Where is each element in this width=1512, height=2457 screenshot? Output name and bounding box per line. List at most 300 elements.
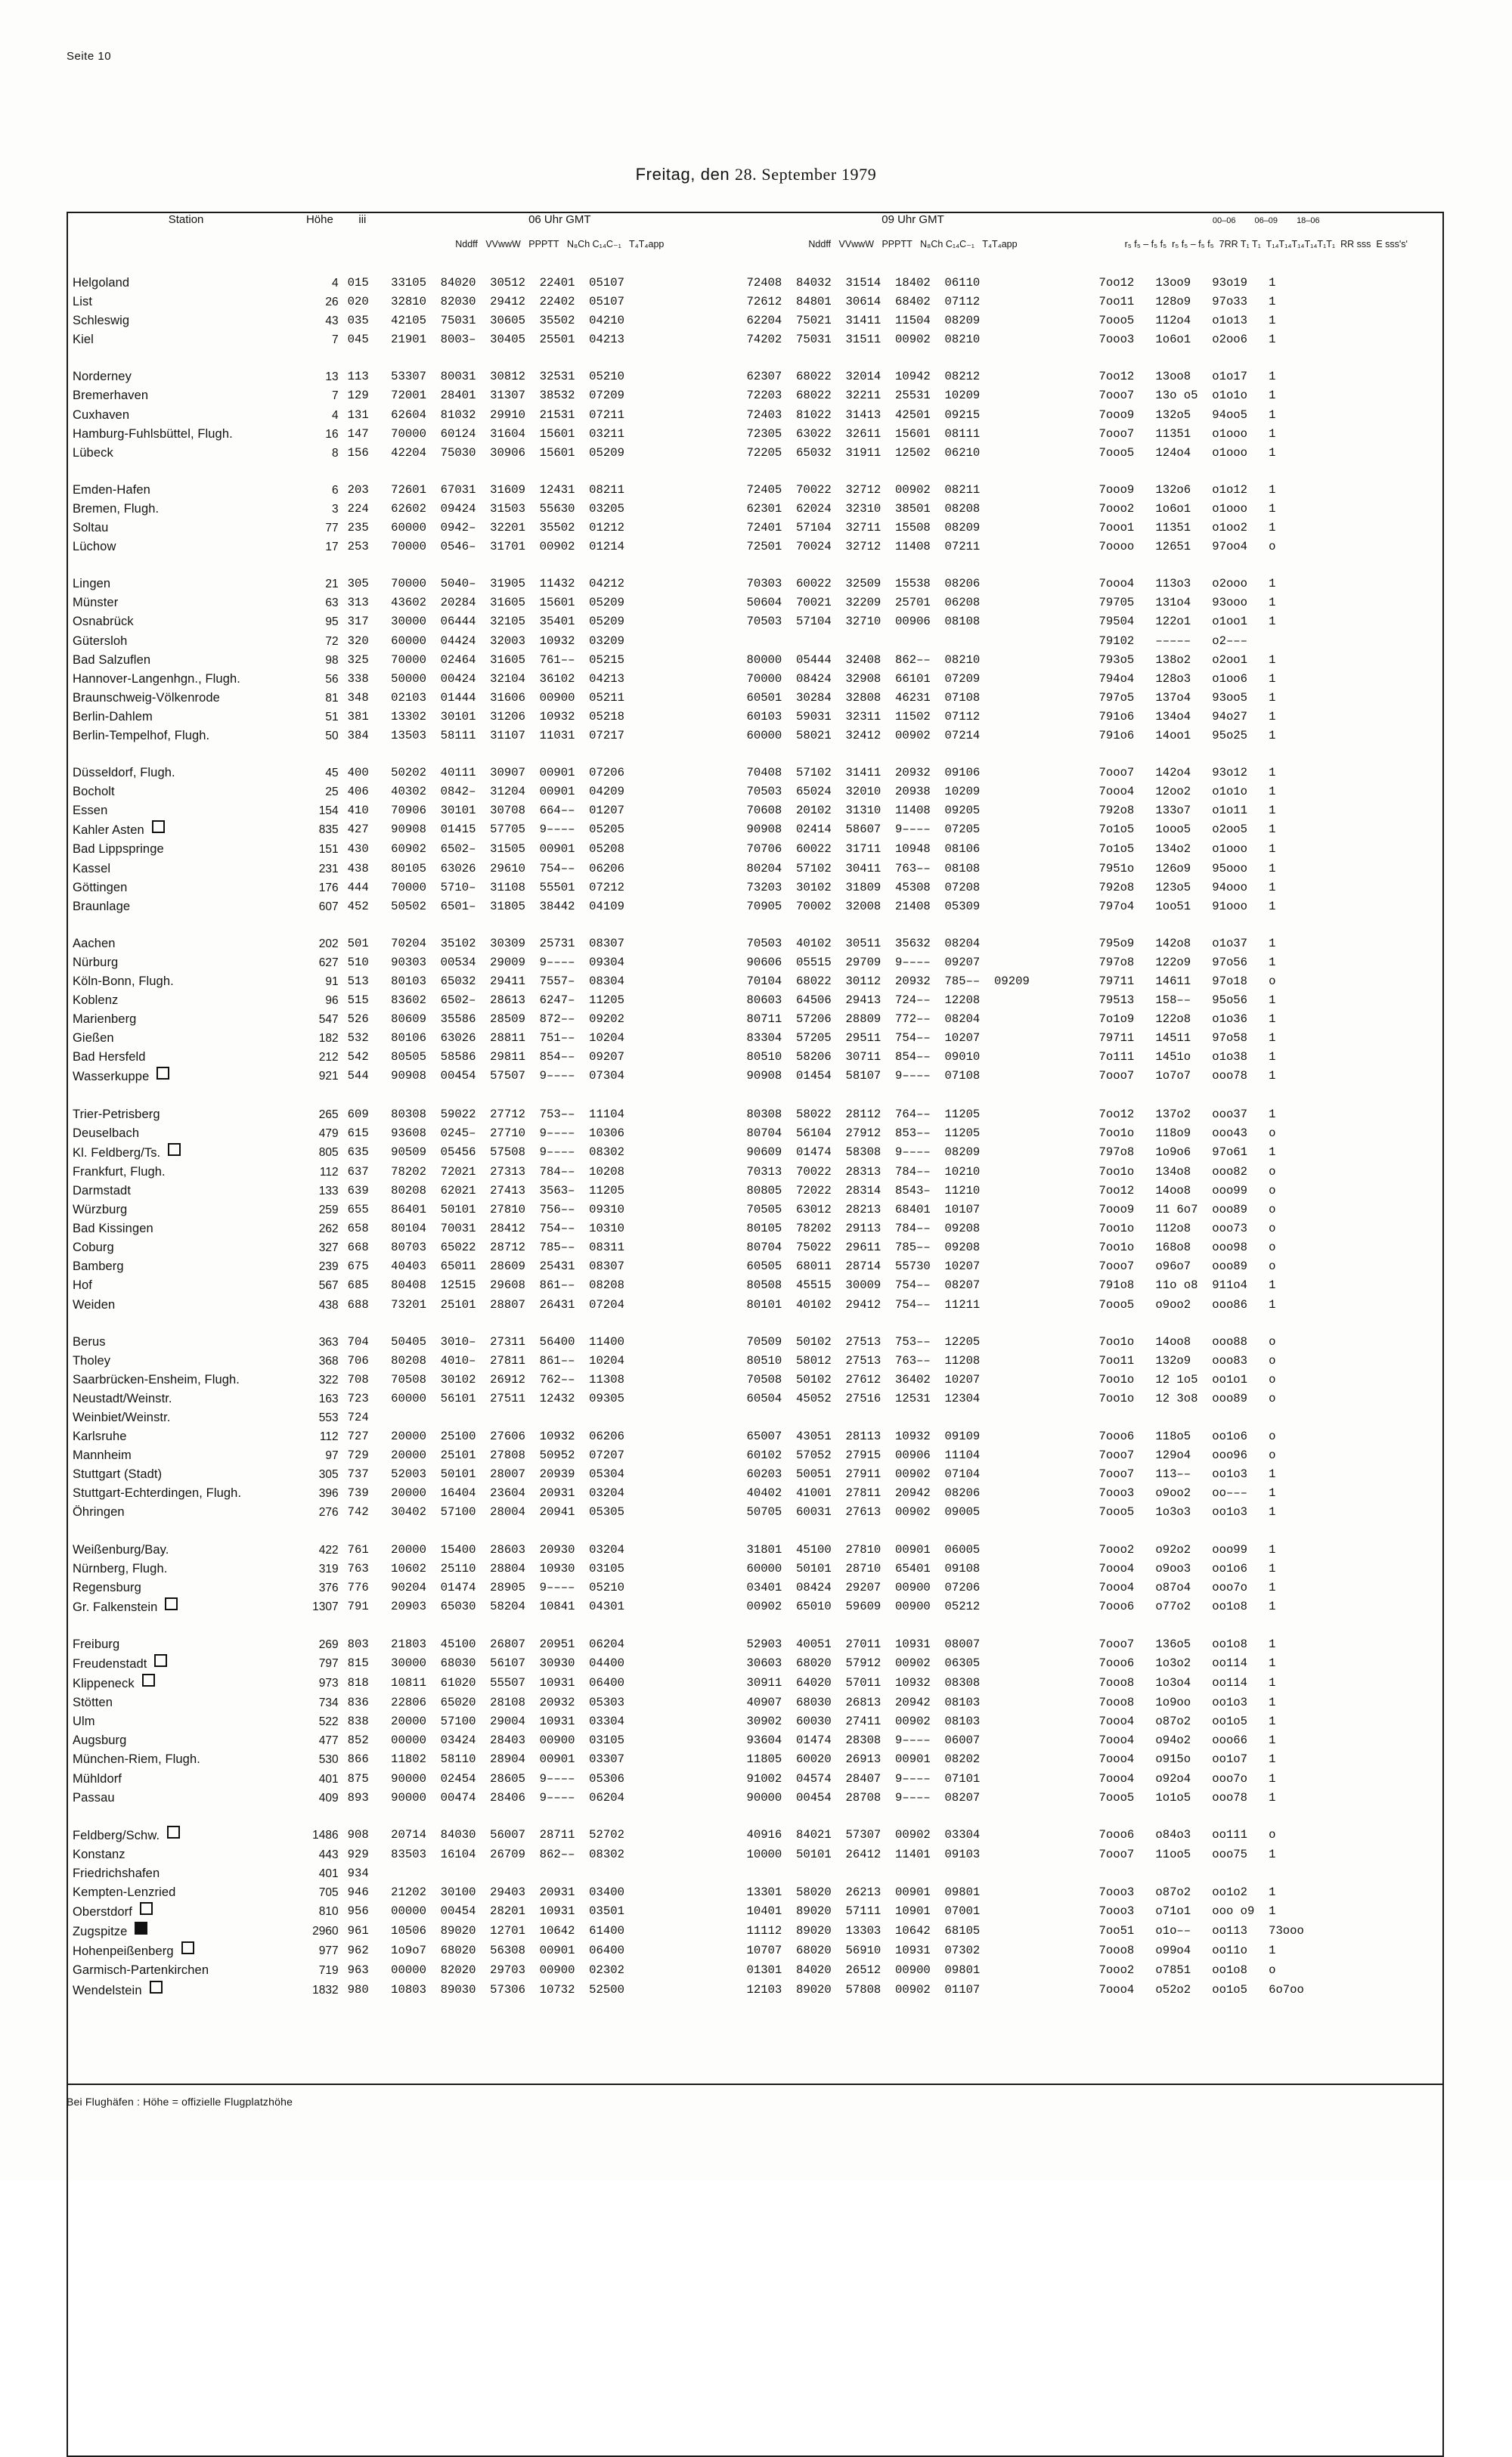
- station-name: Tholey: [73, 1353, 111, 1368]
- observation-summary: 7oo12 13oo8 o1o17 1: [1098, 370, 1276, 384]
- station-name: Neustadt/Weinstr.: [73, 1391, 172, 1405]
- observation-09-utc: 70905 70002 32008 21408 05309: [746, 899, 981, 913]
- observation-06-utc: 50202 40111 30907 00901 07206: [391, 766, 624, 780]
- observation-09-utc: 72203 68022 32211 25531 10209: [746, 389, 981, 403]
- observation-06-utc: 42204 75030 30906 15601 05209: [391, 445, 624, 460]
- station-id-iii: 338: [347, 671, 369, 686]
- observation-summary: 797o4 1oo51 91ooo 1: [1098, 899, 1276, 913]
- station-marker-icon: [152, 820, 165, 833]
- station-name: Lübeck: [73, 445, 113, 460]
- table-row: [67, 481, 1443, 500]
- table-row: [67, 500, 1443, 519]
- station-altitude: 1307: [312, 1600, 339, 1613]
- table-row: [67, 1750, 1443, 1769]
- observation-09-utc: 31801 45100 27810 00901 06005: [746, 1542, 981, 1557]
- title-prefix: Freitag, den: [635, 165, 730, 184]
- observation-06-utc: 50405 3010– 27311 56400 11400: [391, 1334, 624, 1349]
- header-group-09: 09 Uhr GMT: [881, 213, 944, 226]
- observation-09-utc: 11805 60020 26913 00901 08202: [746, 1752, 981, 1767]
- table-spacer-row: [67, 745, 1443, 764]
- station-name: Mühldorf: [73, 1771, 122, 1786]
- table-row: [67, 1654, 1443, 1674]
- observation-06-utc: 80703 65022 28712 785–– 08311: [391, 1241, 624, 1255]
- station-name: Göttingen: [73, 880, 128, 894]
- station-name: Friedrichshafen: [73, 1866, 160, 1880]
- station-altitude: 13: [325, 370, 339, 384]
- station-id-iii: 147: [347, 426, 369, 441]
- station-id-iii: 635: [347, 1145, 369, 1159]
- header-right-top-0: 00–06: [1212, 216, 1236, 225]
- table-row: [67, 330, 1443, 349]
- observation-09-utc: 50604 70021 32209 25701 06208: [746, 596, 981, 610]
- observation-09-utc: 80204 57102 30411 763–– 08108: [746, 861, 981, 875]
- header-right-top-1: 06–09: [1254, 216, 1278, 225]
- header-col-06-3: N₈Ch C₁₄C₋₁: [566, 239, 621, 249]
- observation-summary: 7ooo3 o87o2 oo1o2 1: [1098, 1885, 1276, 1900]
- station-id-iii: 706: [347, 1353, 369, 1368]
- station-name: Koblenz: [73, 993, 119, 1008]
- station-altitude: 443: [318, 1848, 339, 1861]
- station-id-iii: 235: [347, 521, 369, 535]
- station-name: Mannheim: [73, 1448, 132, 1463]
- table-row: [67, 1257, 1443, 1276]
- station-name: Ulm: [73, 1715, 95, 1729]
- station-name: Öhringen: [73, 1505, 125, 1520]
- header-cols-09: [736, 239, 1089, 274]
- observation-summary: 7oo1o 112o8 ooo73 o: [1098, 1222, 1276, 1236]
- station-id-iii: 739: [347, 1486, 369, 1501]
- table-row: [67, 1238, 1443, 1257]
- station-id-iii: 893: [347, 1790, 369, 1805]
- station-altitude: 112: [319, 1165, 339, 1179]
- observation-09-utc: 62307 68022 32014 10942 08212: [746, 370, 981, 384]
- station-altitude: 530: [318, 1753, 339, 1767]
- station-name: Berlin-Tempelhof, Flugh.: [73, 728, 210, 742]
- table-spacer-row: [67, 556, 1443, 575]
- table-empty-row: [67, 2038, 1443, 2057]
- station-name: Essen: [73, 804, 108, 818]
- station-name: Schleswig: [73, 314, 130, 328]
- station-id-iii: 406: [347, 785, 369, 799]
- station-altitude: 322: [318, 1373, 339, 1387]
- observation-06-utc: 10811 61020 55507 10931 06400: [391, 1676, 624, 1690]
- observation-09-utc: 90000 00454 28708 9–––– 08207: [746, 1790, 981, 1805]
- observation-09-utc: 70000 08424 32908 66101 07209: [746, 671, 981, 686]
- header-group-06: 06 Uhr GMT: [528, 213, 591, 226]
- station-id-iii: 763: [347, 1561, 369, 1576]
- station-id-iii: 803: [347, 1637, 369, 1651]
- table-empty-row: [67, 2437, 1443, 2456]
- station-altitude: 977: [318, 1944, 339, 1958]
- observation-summary: 7ooo6 118o5 oo1o6 o: [1098, 1430, 1276, 1444]
- observation-09-utc: 60000 50101 28710 65401 09108: [746, 1561, 981, 1576]
- observation-06-utc: 13503 58111 31107 11031 07217: [391, 728, 624, 742]
- table-row: [67, 1503, 1443, 1522]
- station-altitude: 797: [318, 1657, 339, 1670]
- table-row: [67, 1635, 1443, 1654]
- observation-06-utc: 90303 00534 29009 9–––– 09304: [391, 955, 624, 969]
- table-row: [67, 1712, 1443, 1731]
- observation-06-utc: 60000 04424 32003 10932 03209: [391, 634, 624, 648]
- station-altitude: 319: [318, 1562, 339, 1576]
- table-empty-row: [67, 2114, 1443, 2133]
- observation-summary: 7ooo3 o9oo2 oo––– 1: [1098, 1486, 1276, 1501]
- station-name: Stuttgart (Stadt): [73, 1467, 163, 1482]
- observation-06-utc: 90204 01474 28905 9–––– 05210: [391, 1580, 624, 1594]
- station-altitude: 276: [318, 1506, 339, 1520]
- station-id-iii: 727: [347, 1430, 369, 1444]
- observation-summary: 791o6 14oo1 95o25 1: [1098, 728, 1276, 742]
- table-empty-row: [67, 2341, 1443, 2360]
- station-name: Garmisch-Partenkirchen: [73, 1963, 209, 1978]
- table-row: [67, 575, 1443, 593]
- observation-09-utc: 30603 68020 57912 00902 06305: [746, 1656, 981, 1670]
- station-id-iii: 838: [347, 1715, 369, 1729]
- station-altitude: 262: [318, 1222, 339, 1236]
- station-name: Klippeneck: [67, 1674, 298, 1693]
- observation-09-utc: 80711 57206 28809 772–– 08204: [746, 1012, 981, 1027]
- header-col-right-5: E sss's': [1376, 239, 1408, 249]
- station-altitude: 401: [318, 1772, 339, 1786]
- observation-09-utc: 70508 50102 27612 36402 10207: [746, 1372, 981, 1387]
- observation-summary: 792o8 133o7 o1o11 1: [1098, 804, 1276, 818]
- station-altitude: 63: [325, 596, 339, 610]
- station-altitude: 154: [318, 804, 339, 818]
- table-header-row-1: [67, 212, 1443, 239]
- header-col-06-1: VVwwW: [485, 239, 521, 249]
- table-spacer-row: [67, 1523, 1443, 1541]
- observation-09-utc: 72501 70024 32712 11408 07211: [746, 540, 981, 554]
- station-id-iii: 515: [347, 993, 369, 1008]
- station-name: Augsburg: [73, 1734, 127, 1748]
- observation-09-utc: 80510 58206 30711 854–– 09010: [746, 1050, 981, 1064]
- observation-06-utc: 80505 58586 29811 854–– 09207: [391, 1050, 624, 1064]
- header-col-06-2: PPPTT: [528, 239, 559, 249]
- station-altitude: 1832: [312, 1983, 339, 1997]
- station-name: Berlin-Dahlem: [73, 709, 153, 723]
- table-row: [67, 1446, 1443, 1465]
- observation-09-utc: 72405 70022 32712 00902 08211: [746, 482, 981, 497]
- station-altitude: 627: [318, 956, 339, 969]
- station-id-iii: 542: [347, 1050, 369, 1064]
- station-altitude: 422: [318, 1543, 339, 1557]
- station-id-iii: 637: [347, 1164, 369, 1179]
- station-id-iii: 609: [347, 1107, 369, 1121]
- station-id-iii: 866: [347, 1752, 369, 1767]
- station-altitude: 26: [325, 296, 339, 309]
- station-name: Bocholt: [73, 785, 115, 799]
- observation-06-utc: 90509 05456 57508 9–––– 08302: [391, 1145, 624, 1159]
- table-row: [67, 840, 1443, 859]
- table-row: [67, 801, 1443, 820]
- observation-09-utc: 65007 43051 28113 10932 09109: [746, 1430, 981, 1444]
- observation-09-utc: 90609 01474 58308 9–––– 08209: [746, 1145, 981, 1159]
- station-altitude: 45: [325, 767, 339, 780]
- observation-06-utc: 70508 30102 26912 762–– 11308: [391, 1372, 624, 1387]
- station-altitude: 6: [332, 483, 339, 497]
- station-id-iii: 325: [347, 652, 369, 667]
- station-altitude: 4: [332, 408, 339, 422]
- table-row: [67, 1541, 1443, 1560]
- station-altitude: 305: [318, 1468, 339, 1482]
- station-altitude: 97: [325, 1449, 339, 1463]
- observation-06-utc: 62602 09424 31503 55630 03205: [391, 501, 624, 516]
- table-spacer-row: [67, 349, 1443, 367]
- observation-06-utc: 52003 50101 28007 20939 05304: [391, 1467, 624, 1482]
- station-id-iii: 131: [347, 407, 369, 422]
- observation-summary: 7ooo7 1o7o7 ooo78 1: [1098, 1069, 1276, 1083]
- table-row: [67, 878, 1443, 897]
- observation-06-utc: 42105 75031 30605 35502 04210: [391, 314, 624, 328]
- observation-09-utc: 80101 40102 29412 754–– 11211: [746, 1297, 981, 1312]
- table-spacer-row: [67, 916, 1443, 934]
- station-name: List: [73, 295, 93, 309]
- observation-09-utc: 70505 63012 28213 68401 10107: [746, 1203, 981, 1217]
- observation-09-utc: 00902 65010 59609 00900 05212: [746, 1599, 981, 1613]
- observation-09-utc: 80508 45515 30009 754–– 08207: [746, 1278, 981, 1293]
- station-id-iii: 400: [347, 766, 369, 780]
- station-name: Hohenpeißenberg: [67, 1941, 298, 1961]
- header-col-right-2: 7RR T₁ T₁: [1219, 239, 1261, 249]
- station-altitude: 835: [318, 823, 339, 837]
- observation-summary: 7ooo4 o52o2 oo1o5 6o7oo: [1098, 1982, 1304, 1997]
- station-altitude: 4: [332, 277, 339, 290]
- observation-summary: 7ooo4 o87o2 oo1o5 1: [1098, 1715, 1276, 1729]
- observation-summary: 7ooo9 11 6o7 ooo89 o: [1098, 1203, 1276, 1217]
- observation-06-utc: 60000 56101 27511 12432 09305: [391, 1391, 624, 1405]
- station-name: Saarbrücken-Ensheim, Flugh.: [73, 1372, 240, 1387]
- observation-09-utc: 70313 70022 28313 784–– 10210: [746, 1164, 981, 1179]
- observation-09-utc: 90908 02414 58607 9–––– 07205: [746, 823, 981, 837]
- station-name: Gr. Falkenstein: [67, 1597, 298, 1617]
- station-id-iii: 675: [347, 1259, 369, 1274]
- observation-06-utc: 10506 89020 12701 10642 61400: [391, 1924, 624, 1938]
- table-row: [67, 897, 1443, 916]
- observation-09-utc: 60000 58021 32412 00902 07214: [746, 728, 981, 742]
- station-altitude: 43: [325, 314, 339, 328]
- table-row: [67, 1163, 1443, 1182]
- station-name: Cuxhaven: [73, 407, 130, 422]
- table-row: [67, 1048, 1443, 1067]
- station-name: Bamberg: [73, 1259, 124, 1274]
- observation-09-utc: 80704 56104 27912 853–– 11205: [746, 1126, 981, 1140]
- station-marker-icon: [140, 1902, 153, 1915]
- table-empty-row: [67, 2209, 1443, 2228]
- station-altitude: 202: [318, 937, 339, 950]
- observation-summary: 7ooo9 132o5 94oo5 1: [1098, 407, 1276, 422]
- observation-summary: 792o8 123o5 94ooo 1: [1098, 880, 1276, 894]
- table-empty-row: [67, 2266, 1443, 2285]
- station-marker-icon: [135, 1922, 147, 1935]
- observation-summary: [1090, 1864, 1444, 1883]
- observation-09-utc: 70706 60022 31711 10948 08106: [746, 842, 981, 857]
- observation-summary: 7ooo4 o9oo3 oo1o6 1: [1098, 1561, 1276, 1576]
- station-id-iii: 305: [347, 577, 369, 591]
- observation-09-utc: 90908 01454 58107 9–––– 07108: [746, 1069, 981, 1083]
- observation-09-utc: 70303 60022 32509 15538 08206: [746, 577, 981, 591]
- station-altitude: 21: [325, 578, 339, 591]
- table-row: [67, 953, 1443, 972]
- observation-summary: 7oo51 o1o–– oo113 73ooo: [1098, 1924, 1304, 1938]
- observation-09-utc: 70608 20102 31310 11408 09205: [746, 804, 981, 818]
- station-name: Gütersloh: [73, 634, 128, 648]
- observation-summary: 7ooo7 11oo5 ooo75 1: [1098, 1847, 1276, 1861]
- station-name: Coburg: [73, 1241, 114, 1255]
- station-id-iii: 430: [347, 842, 369, 857]
- table-row: [67, 1371, 1443, 1390]
- observation-summary: 7ooo8 1o3o4 oo114 1: [1098, 1676, 1276, 1690]
- observation-summary: 7oo11 132o9 ooo83 o: [1098, 1353, 1276, 1368]
- station-name: Würzburg: [73, 1203, 128, 1217]
- station-name: Freiburg: [73, 1637, 120, 1651]
- station-name: Bremen, Flugh.: [73, 501, 160, 516]
- station-id-iii: 035: [347, 314, 369, 328]
- observation-09-utc: 30911 64020 57011 10932 08308: [746, 1676, 981, 1690]
- observation-summary: 7o1o9 122o8 o1o36 1: [1098, 1012, 1276, 1027]
- observation-09-utc: 73203 30102 31809 45308 07208: [746, 880, 981, 894]
- observation-summary: 7oo1o 12 3o8 ooo89 o: [1098, 1391, 1276, 1405]
- table-body: [67, 274, 1443, 2456]
- table-row: [67, 1693, 1443, 1712]
- station-id-iii: 320: [347, 634, 369, 648]
- table-row: [67, 1770, 1443, 1789]
- station-name: München-Riem, Flugh.: [73, 1752, 200, 1767]
- station-id-iii: 688: [347, 1297, 369, 1312]
- station-id-iii: 791: [347, 1599, 369, 1613]
- station-name: Oberstdorf: [67, 1902, 298, 1922]
- data-table: [67, 212, 1444, 2457]
- observation-summary: 791o6 134o4 94o27 1: [1098, 709, 1276, 723]
- observation-summary: 7oo1o 134o8 ooo82 o: [1098, 1164, 1276, 1179]
- station-altitude: 182: [318, 1032, 339, 1046]
- observation-09-utc: 62204 75021 31411 11504 08209: [746, 314, 981, 328]
- station-altitude: 705: [318, 1886, 339, 1900]
- station-altitude: 7: [332, 333, 339, 347]
- table-row: [67, 1941, 1443, 1961]
- station-altitude: 91: [325, 975, 339, 988]
- observation-summary: 7ooo6 o84o3 oo111 o: [1098, 1827, 1276, 1842]
- station-altitude: 239: [318, 1260, 339, 1274]
- observation-09-utc: 10401 89020 57111 10901 07001: [746, 1904, 981, 1919]
- table-row: [67, 1597, 1443, 1617]
- observation-09-utc: 70408 57102 31411 20932 09106: [746, 766, 981, 780]
- station-id-iii: 156: [347, 445, 369, 460]
- station-marker-icon: [181, 1941, 194, 1954]
- table-row: [67, 1826, 1443, 1845]
- station-marker-icon: [156, 1067, 169, 1080]
- station-id-iii: 045: [347, 333, 369, 347]
- observation-06-utc: 80408 12515 29608 861–– 08208: [391, 1278, 624, 1293]
- observation-summary: 7ooo3 o71o1 ooo o9 1: [1098, 1904, 1276, 1919]
- title-date: 28. September 1979: [734, 165, 877, 184]
- table-bottom-rule: [67, 2084, 1444, 2085]
- observation-06-utc: 20714 84030 56007 28711 52702: [391, 1827, 624, 1842]
- station-altitude: 327: [318, 1241, 339, 1255]
- header-col-09-0: Nddff: [808, 239, 832, 249]
- observation-06-utc: 80104 70031 28412 754–– 10310: [391, 1222, 624, 1236]
- station-altitude: 151: [318, 843, 339, 857]
- table-empty-row: [67, 2418, 1443, 2437]
- station-name: Münster: [73, 596, 119, 610]
- observation-09-utc: 60505 68011 28714 55730 10207: [746, 1259, 981, 1274]
- station-name: Kassel: [73, 861, 111, 875]
- station-altitude: 212: [318, 1051, 339, 1064]
- station-altitude: 368: [318, 1354, 339, 1368]
- station-altitude: 51: [325, 710, 339, 723]
- station-altitude: 567: [318, 1279, 339, 1293]
- station-altitude: 95: [325, 615, 339, 629]
- table-row: [67, 1010, 1443, 1029]
- observation-06-utc: 83602 6502– 28613 6247– 11205: [391, 993, 624, 1008]
- observation-09-utc: 10707 68020 56910 10931 07302: [746, 1944, 981, 1958]
- observation-summary: 7ooo2 o92o2 ooo99 1: [1098, 1542, 1276, 1557]
- observation-summary: 7ooo7 11351 o1ooo 1: [1098, 426, 1276, 441]
- observation-06-utc: 90000 02454 28605 9–––– 05306: [391, 1771, 624, 1786]
- observation-06-utc: 50000 00424 32104 36102 04213: [391, 671, 624, 686]
- station-id-iii: 815: [347, 1656, 369, 1670]
- table-empty-row: [67, 2133, 1443, 2152]
- table-row: [67, 727, 1443, 745]
- table-row: [67, 1124, 1443, 1143]
- observation-09-utc: 03401 08424 29207 00900 07206: [746, 1580, 981, 1594]
- observation-summary: 7ooo5 124o4 o1ooo 1: [1098, 445, 1276, 460]
- observation-09-utc: 60504 45052 27516 12531 12304: [746, 1391, 981, 1405]
- table-row: [67, 593, 1443, 612]
- table-row: [67, 1845, 1443, 1864]
- station-name: Darmstadt: [73, 1183, 132, 1198]
- observation-summary: 797o8 1o9o6 97o61 1: [1098, 1145, 1276, 1159]
- observation-09-utc: 80603 64506 29413 724–– 12208: [746, 993, 981, 1008]
- station-id-iii: 203: [347, 482, 369, 497]
- observation-summary: 79102 ––––– o2–––: [1098, 634, 1248, 648]
- table-row: [67, 764, 1443, 782]
- observation-09-utc: 72401 57104 32711 15508 08209: [746, 521, 981, 535]
- table-row: [67, 1352, 1443, 1371]
- table-empty-row: [67, 2000, 1443, 2019]
- station-altitude: 133: [318, 1184, 339, 1198]
- observation-06-utc: 00000 03424 28403 00900 03105: [391, 1734, 624, 1748]
- observation-09-utc: 12103 89020 57808 00902 01107: [746, 1982, 981, 1997]
- observation-summary: 797o5 137o4 93oo5 1: [1098, 690, 1276, 705]
- station-altitude: 112: [319, 1430, 339, 1444]
- observation-09-utc: 90606 05515 29709 9–––– 09207: [746, 955, 981, 969]
- header-cols-right: [1090, 239, 1444, 274]
- observation-09-utc: 72612 84801 30614 68402 07112: [746, 295, 981, 309]
- station-name: Köln-Bonn, Flugh.: [73, 974, 174, 988]
- station-marker-icon: [167, 1826, 180, 1839]
- observation-06-utc: 70204 35102 30309 25731 08307: [391, 936, 624, 950]
- table-row: [67, 1067, 1443, 1086]
- observation-summary: 7ooo5 112o4 o1o13 1: [1098, 314, 1276, 328]
- observation-09-utc: 72305 63022 32611 15601 08111: [746, 426, 981, 441]
- station-id-iii: 348: [347, 690, 369, 705]
- station-name: Bad Lippspringe: [73, 842, 164, 857]
- observation-summary: 7ooo7 136o5 oo1o8 1: [1098, 1637, 1276, 1651]
- table-row: [67, 1883, 1443, 1902]
- observation-09-utc: 30902 60030 27411 00902 08103: [746, 1715, 981, 1729]
- station-name: Helgoland: [73, 276, 130, 290]
- observation-06-utc: 21202 30100 29403 20931 03400: [391, 1885, 624, 1900]
- footnote: Bei Flughäfen : Höhe = offizielle Flugplatzhöhe: [67, 2096, 293, 2108]
- station-id-iii: 724: [347, 1410, 369, 1424]
- observation-06-utc: 72601 67031 31609 12431 08211: [391, 482, 624, 497]
- observation-09-utc: 52903 40051 27011 10931 08007: [746, 1637, 981, 1651]
- observation-09-utc: 93604 01474 28308 9–––– 06007: [746, 1734, 981, 1748]
- table-row: [67, 1579, 1443, 1597]
- header-col-09-2: PPPTT: [881, 239, 912, 249]
- observation-summary: 7ooo7 129o4 ooo96 o: [1098, 1448, 1276, 1463]
- station-id-iii: 708: [347, 1372, 369, 1387]
